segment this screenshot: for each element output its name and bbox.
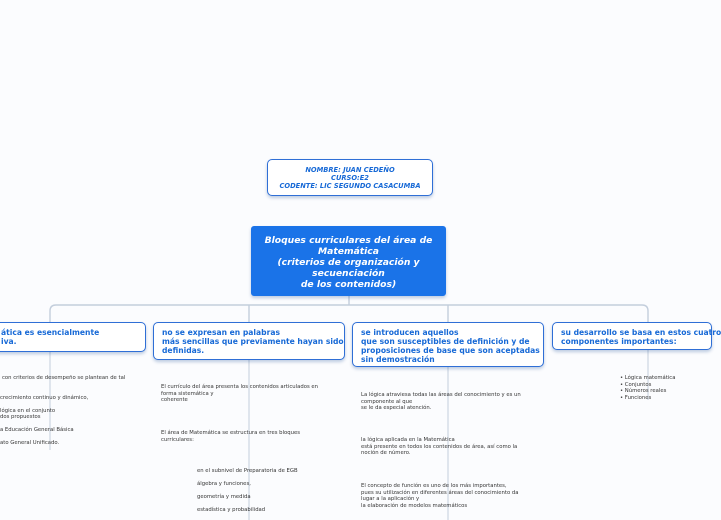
leaf-b3-2	[361, 437, 517, 457]
leaf-b3-1-line-1: La lógica atraviesa todas las áreas del conocimiento y es un	[361, 392, 521, 398]
branch-2-line-3: definidas.	[162, 346, 205, 355]
header-node[interactable]	[267, 159, 433, 196]
header-name: NOMBRE: JUAN CEDEÑO	[305, 166, 395, 174]
leaf-b3-3-line-1: El concepto de función es uno de los más importantes,	[361, 483, 507, 489]
branch-3-line-4: sin demostración	[361, 355, 435, 364]
leaf-b2-1-line-1: El currículo del área presenta los contenidos articulados en	[161, 384, 319, 390]
branch-1-line-2: iva.	[1, 337, 17, 346]
branch-1-line-1: ática es esencialmente	[1, 328, 100, 337]
leaf-b2-5: geometría y medida	[197, 494, 251, 500]
leaf-b4-2: • Conjuntos	[620, 381, 652, 388]
leaf-b3-1	[361, 392, 521, 412]
leaf-b2-4: álgebra y funciones,	[197, 481, 251, 487]
leaf-b4-3: • Números reales	[620, 388, 667, 394]
leaf-b3-2-line-3: noción de número.	[361, 450, 411, 456]
root-line-4: secuenciación	[312, 268, 385, 279]
root-line-5: de los contenidos)	[300, 279, 397, 290]
branch-3-line-3: proposiciones de base que son aceptadas	[361, 346, 540, 355]
root-line-1: Bloques curriculares del área de	[264, 235, 433, 246]
root-node[interactable]	[251, 226, 446, 296]
branch-4-line-1: su desarrollo se basa en estos cuatro	[561, 328, 721, 337]
leaf-b4-list	[620, 375, 675, 401]
leaf-b2-6: estadística y probabilidad	[197, 507, 266, 513]
branch-3-line-2: que son susceptibles de definición y de	[361, 337, 530, 346]
leaf-b3-3-line-4: la elaboración de modelos matemáticos	[361, 502, 468, 509]
leaf-b1-2: crecimiento continuo y dinámico,	[0, 395, 89, 401]
leaf-b3-3-line-2: pues su utilización en diferentes áreas del conocimiento da	[361, 489, 519, 496]
leaf-b1-5: a Educación General Básica	[0, 427, 74, 433]
leaf-b3-1-line-3: se le da especial atención.	[361, 405, 432, 411]
branch-2-line-1: no se expresan en palabras	[162, 328, 280, 337]
leaf-b4-4: • Funciones	[620, 394, 652, 401]
leaf-b2-2	[161, 430, 300, 443]
leaf-b2-2-line-2: curriculares:	[161, 436, 194, 443]
leaf-b3-2-line-2: está presente en todos los contenidos de área, así como la	[361, 443, 518, 450]
leaf-b2-1	[161, 384, 318, 404]
root-line-2: Matemática	[318, 246, 379, 257]
leaf-b4-1: • Lógica matemática	[620, 375, 676, 381]
leaf-b1-4: dos propuestos	[0, 414, 41, 420]
branch-2-line-2: más sencillas que previamente hayan sido	[162, 337, 344, 346]
leaf-b3-2-line-1: la lógica aplicada en la Matemática	[361, 437, 455, 443]
branch-4-line-2: componentes importantes:	[561, 337, 677, 346]
header-teacher: CODENTE: LIC SEGUNDO CASACUMBA	[279, 182, 421, 190]
leaf-b3-3-line-3: lugar a la aplicación y	[361, 496, 420, 502]
branch-node-4[interactable]	[552, 322, 721, 350]
branch-node-1[interactable]	[0, 322, 146, 352]
leaf-b3-1-line-2: componente al que	[361, 398, 413, 405]
root-line-3: (criterios de organización y	[277, 257, 420, 268]
leaf-b3-3	[361, 483, 519, 509]
branch-3-line-1: se introducen aquellos	[361, 328, 459, 337]
leaf-b2-1-line-2: forma sistemática y	[161, 390, 214, 397]
leaf-b2-3: en el subnivel de Preparatoria de EGB	[197, 468, 298, 474]
leaf-b2-2-line-1: El área de Matemática se estructura en tres bloques	[161, 430, 300, 436]
leaf-b2-1-line-3: coherente	[161, 397, 188, 403]
leaf-b1-1: con criterios de desempeño se plantean de tal	[2, 375, 126, 381]
leaf-b1-6: ato General Unificado.	[0, 440, 60, 446]
branch-node-3[interactable]	[352, 322, 544, 367]
branch-node-2[interactable]	[153, 322, 345, 360]
leaf-b1-3: lógica en el conjunto	[0, 408, 56, 414]
header-course: CURSO:E2	[331, 174, 369, 182]
